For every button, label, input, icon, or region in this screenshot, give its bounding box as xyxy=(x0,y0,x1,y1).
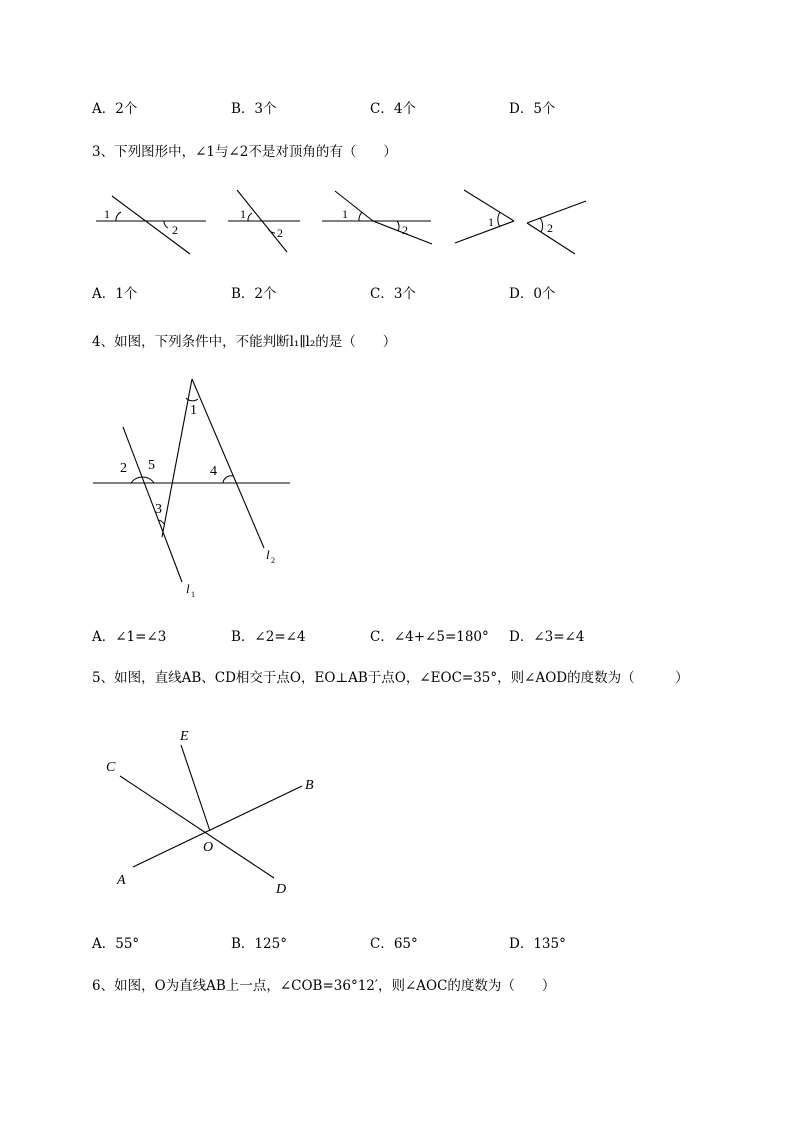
q3-option-b: B．2个 xyxy=(231,286,277,302)
q3-option-c: C．3个 xyxy=(370,286,416,302)
q5-label-d: D xyxy=(276,882,287,897)
q2-option-b: B．3个 xyxy=(231,101,277,117)
q3-option-a: A．1个 xyxy=(92,286,138,302)
q3-fig4-label-1: 1 xyxy=(488,215,494,229)
q4-label-1: 1 xyxy=(190,403,197,418)
q5-option-c: C．65° xyxy=(370,936,418,952)
q5-option-a: A．55° xyxy=(92,936,140,952)
q4-label-5: 5 xyxy=(148,458,155,473)
q4-label-l2-sub: 2 xyxy=(271,556,275,565)
q3-fig3-label-1: 1 xyxy=(342,207,348,221)
q5-option-d: D．135° xyxy=(509,936,566,952)
q4-option-c: C．∠4+∠5=180° xyxy=(370,629,489,645)
q5-label-b: B xyxy=(305,778,314,793)
q2-option-d: D．5个 xyxy=(509,101,556,117)
q4-label-l1-sub: 1 xyxy=(191,590,195,599)
q4-label-4: 4 xyxy=(210,464,217,479)
q6-stem: 6、如图，O为直线AB上一点，∠COB=36°12′，则∠AOC的度数为（ ） xyxy=(92,978,556,994)
q2-option-c: C．4个 xyxy=(370,101,416,117)
q3-fig1-label-2: 2 xyxy=(172,223,178,237)
q3-stem: 3、下列图形中，∠1与∠2不是对顶角的有（ ） xyxy=(92,144,397,160)
q3-fig3-label-2: 2 xyxy=(402,223,408,237)
q4-label-3: 3 xyxy=(155,502,162,517)
q4-option-a: A．∠1=∠3 xyxy=(92,629,167,645)
q3-fig4-label-2: 2 xyxy=(547,221,553,235)
q5-label-c: C xyxy=(106,760,116,775)
q5-label-a: A xyxy=(117,873,126,888)
q3-fig2-label-1: 1 xyxy=(240,207,246,221)
q4-label-l1: l xyxy=(186,581,190,596)
q5-label-e: E xyxy=(180,729,189,744)
q4-option-b: B．∠2=∠4 xyxy=(231,629,306,645)
q4-label-2: 2 xyxy=(120,461,127,476)
q3-fig1-label-1: 1 xyxy=(104,207,110,221)
q3-fig2-label-2: 2 xyxy=(277,226,283,240)
q3-option-d: D．0个 xyxy=(509,286,556,302)
q2-option-a: A．2个 xyxy=(92,101,138,117)
q4-option-d: D．∠3=∠4 xyxy=(509,629,585,645)
q5-option-b: B．125° xyxy=(231,936,287,952)
q5-label-o: O xyxy=(203,840,214,855)
q5-stem: 5、如图，直线AB、CD相交于点O，EO⊥AB于点O，∠EOC=35°，则∠AOD的度数为（ ） xyxy=(92,670,689,686)
q4-label-l2: l xyxy=(266,547,270,562)
q4-stem: 4、如图，下列条件中，不能判断l₁∥l₂的是（ ） xyxy=(92,334,397,350)
